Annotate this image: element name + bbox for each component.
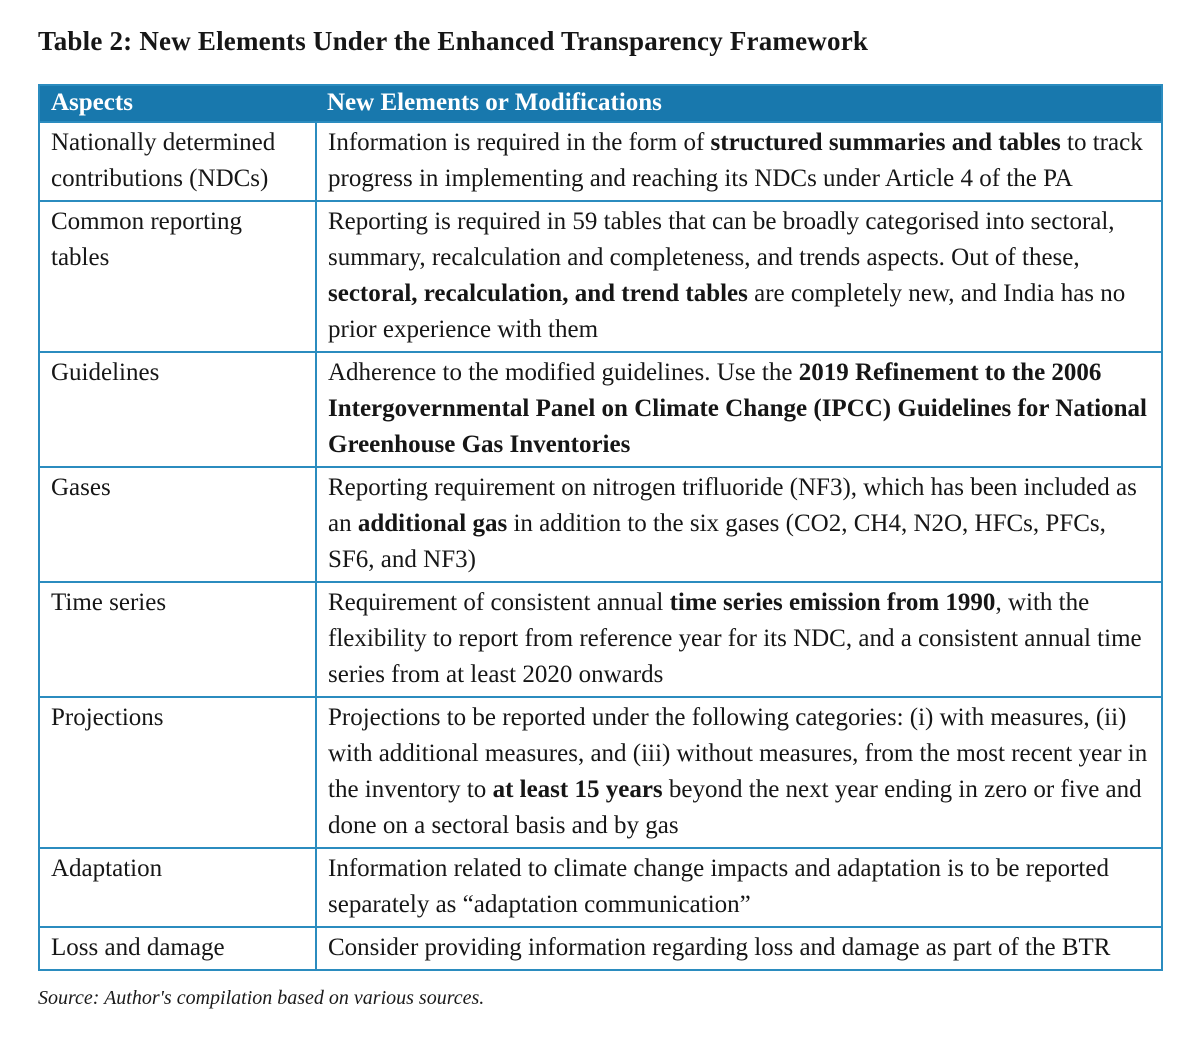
header-new-elements: New Elements or Modifications bbox=[316, 85, 1162, 122]
description-cell bbox=[316, 122, 1162, 201]
description-bold-run: at least 15 years bbox=[492, 776, 663, 803]
page-title: Table 2: New Elements Under the Enhanced Transparency Framework bbox=[38, 26, 869, 56]
aspect-cell: Adaptation bbox=[39, 848, 316, 927]
description-cell bbox=[316, 352, 1162, 467]
description-bold-run: additional gas bbox=[357, 510, 508, 537]
description-bold-run: sectoral, recalculation, and trend tables bbox=[328, 280, 748, 307]
table-row bbox=[39, 352, 1162, 467]
table-row bbox=[39, 122, 1162, 201]
table-row bbox=[39, 201, 1162, 352]
description-run: Reporting is required in 59 tables that can be broadly categorised into sectoral, summary, recalculation and completeness, and trends aspects. Out of these, bbox=[328, 208, 1115, 271]
description-bold-run: 2019 Refinement to the 2006 Intergovernmental Panel on Climate Change (IPCC) Guidelines for National Greenhouse Gas Inventories bbox=[328, 359, 1147, 458]
table-body bbox=[39, 122, 1162, 970]
aspect-cell: Loss and damage bbox=[39, 927, 316, 970]
description-run: Projections to be reported under the following categories: (i) with measures, (ii) with additional measures, and (iii) without measures, from the most recent year in the inventory to bbox=[328, 704, 1148, 803]
description-cell bbox=[316, 582, 1162, 697]
description-bold-run: time series emission from 1990 bbox=[669, 589, 996, 616]
description-cell bbox=[316, 848, 1162, 927]
description-run: beyond the next year ending in zero or five and done on a sectoral basis and by gas bbox=[328, 776, 1142, 839]
aspect-cell: Common reporting tables bbox=[39, 201, 316, 352]
description-run: Adherence to the modified guidelines. Use the bbox=[328, 359, 799, 386]
aspect-cell: Gases bbox=[39, 467, 316, 582]
description-run: Reporting requirement on nitrogen trifluoride (NF3), which has been included as an bbox=[328, 474, 1137, 537]
description-run: Information is required in the form of bbox=[328, 129, 711, 156]
description-run: Consider providing information regarding loss and damage as part of the BTR bbox=[328, 934, 1111, 961]
aspect-cell: Time series bbox=[39, 582, 316, 697]
aspect-cell: Projections bbox=[39, 697, 316, 848]
description-run: are completely new, and India has no prior experience with them bbox=[328, 280, 1126, 343]
source-note: Source: Author's compilation based on various sources. bbox=[38, 987, 485, 1009]
aspect-cell: Nationally determined contributions (NDCs) bbox=[39, 122, 316, 201]
header-aspects: Aspects bbox=[39, 85, 316, 122]
description-run: , with the flexibility to report from reference year for its NDC, and a consistent annual time series from at least 2020 onwards bbox=[328, 589, 1142, 688]
description-cell bbox=[316, 467, 1162, 582]
header-row bbox=[39, 85, 1162, 122]
description-cell bbox=[316, 201, 1162, 352]
table-row bbox=[39, 848, 1162, 927]
description-cell bbox=[316, 927, 1162, 970]
description-run: Information related to climate change impacts and adaptation is to be reported separately as “adaptation communication” bbox=[328, 855, 1109, 918]
description-bold-run: structured summaries and tables bbox=[710, 129, 1061, 156]
description-run: to track progress in implementing and reaching its NDCs under Article 4 of the PA bbox=[328, 129, 1143, 192]
table-row bbox=[39, 697, 1162, 848]
table-row bbox=[39, 927, 1162, 970]
description-run: Requirement of consistent annual bbox=[328, 589, 670, 616]
description-run: in addition to the six gases (CO2, CH4, N2O, HFCs, PFCs, SF6, and NF3) bbox=[328, 510, 1106, 573]
etf-table bbox=[38, 84, 1163, 971]
table-row bbox=[39, 467, 1162, 582]
table-row bbox=[39, 582, 1162, 697]
description-cell bbox=[316, 697, 1162, 848]
aspect-cell: Guidelines bbox=[39, 352, 316, 467]
